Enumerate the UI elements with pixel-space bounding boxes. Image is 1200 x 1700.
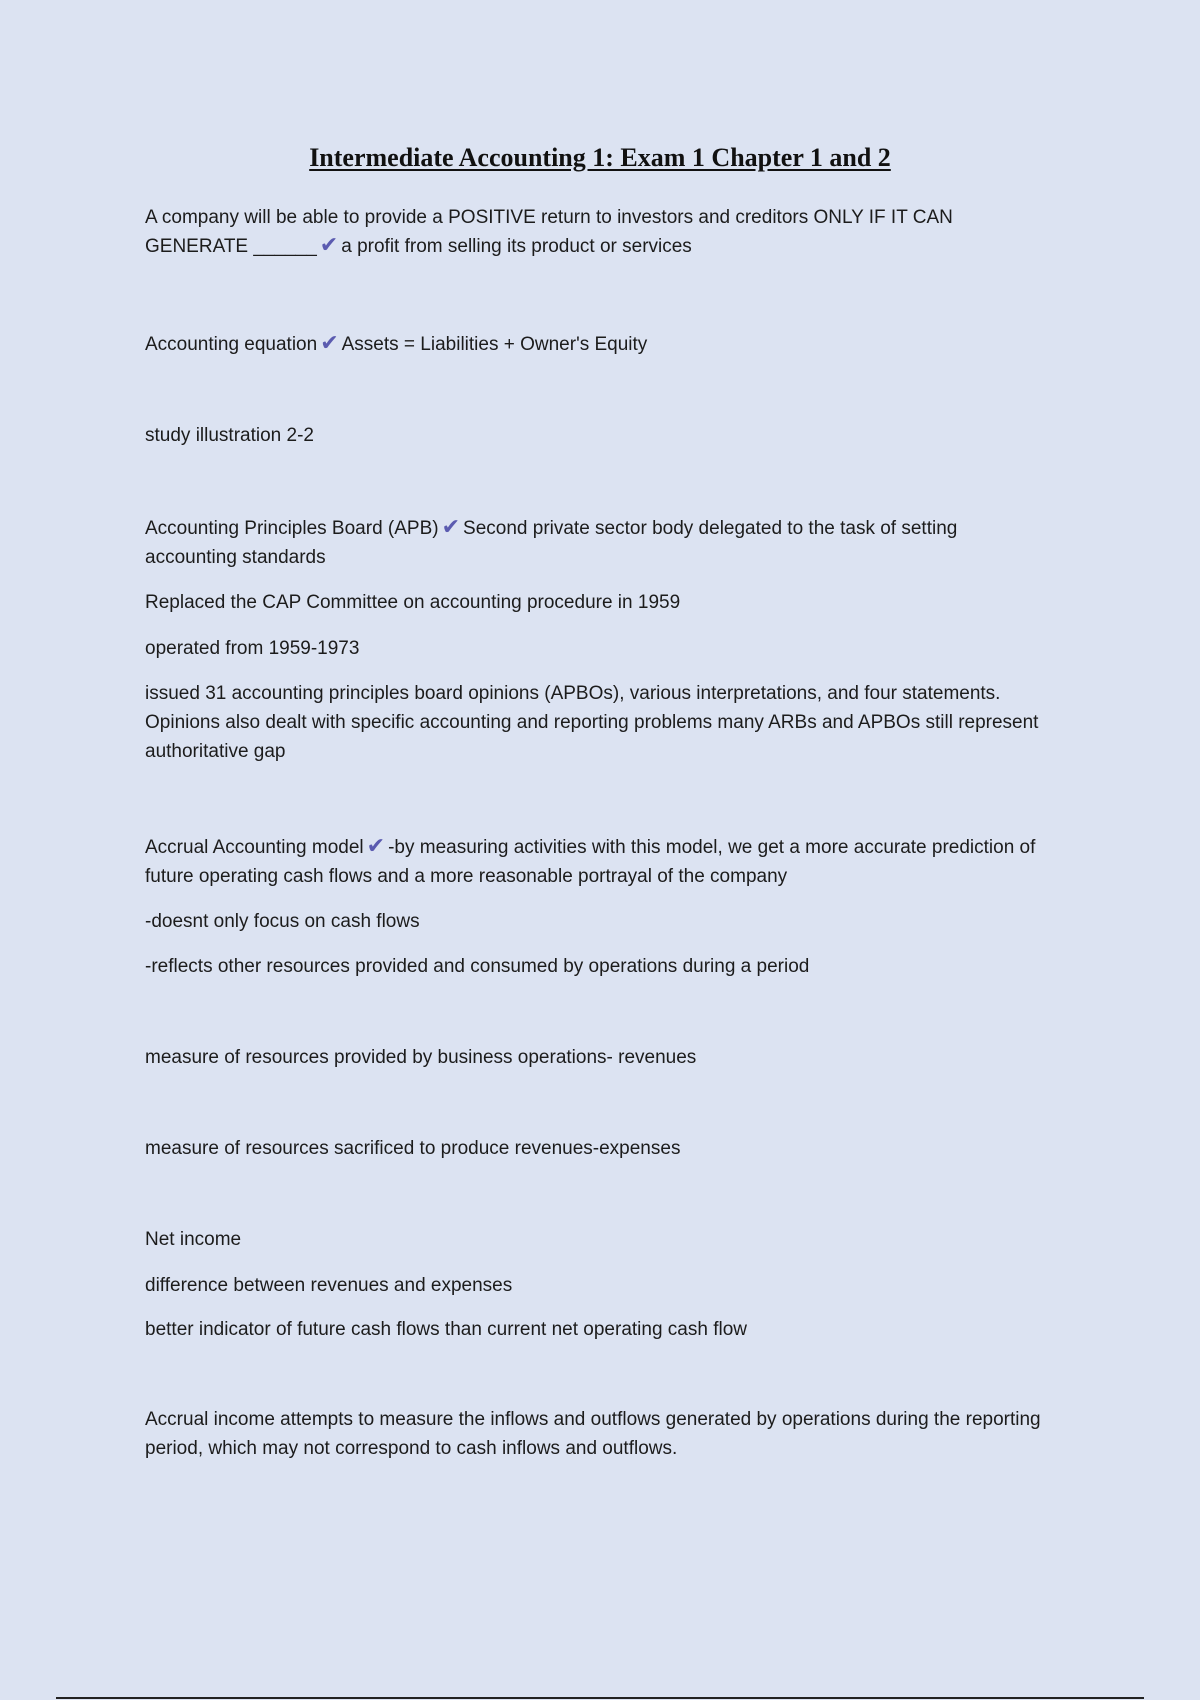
answer: Assets = Liabilities + Owner's Equity xyxy=(341,334,648,355)
note-study-illustration: study illustration 2-2 xyxy=(145,425,314,446)
note-apb-issued: issued 31 accounting principles board opinions (APBOs), various interpretations, and four statements. Opinions also dealt with specific accounting and reporting problems many ARBs and APBOs still represent authoritative gap xyxy=(145,683,1039,762)
flashcard-apb xyxy=(145,514,1045,572)
flashcard-positive-return xyxy=(145,203,1045,261)
page-title: Intermediate Accounting 1: Exam 1 Chapter 1 and 2 xyxy=(309,143,891,172)
checkmark-icon: ✔ xyxy=(319,232,339,257)
term: Accounting Principles Board (APB) xyxy=(145,518,439,539)
note-apb-replaced: Replaced the CAP Committee on accounting procedure in 1959 xyxy=(145,592,681,613)
term: Accrual Accounting model xyxy=(145,837,364,858)
term: A company will be able to provide a POSITIVE return to investors and creditors ONLY IF IT CAN GENERATE ______ xyxy=(145,207,953,257)
note-difference: difference between revenues and expenses xyxy=(145,1275,513,1296)
answer: a profit from selling its product or services xyxy=(341,236,692,257)
term: Accounting equation xyxy=(145,334,318,355)
flashcard-accounting-equation xyxy=(145,330,1045,359)
note-expenses: measure of resources sacrificed to produce revenues-expenses xyxy=(145,1138,681,1159)
note-cash-flows: -doesnt only focus on cash flows xyxy=(145,911,420,932)
checkmark-icon: ✔ xyxy=(320,330,339,355)
note-other-resources: -reflects other resources provided and consumed by operations during a period xyxy=(145,956,810,977)
note-accrual-income: Accrual income attempts to measure the inflows and outflows generated by operations during the reporting period, which may not correspond to cash inflows and outflows. xyxy=(145,1409,1041,1459)
note-better-indicator: better indicator of future cash flows than current net operating cash flow xyxy=(145,1319,747,1340)
answer: Second private sector body delegated to the task of setting accounting standards xyxy=(145,518,958,568)
note-revenues: measure of resources provided by business operations- revenues xyxy=(145,1047,697,1068)
note-apb-operated: operated from 1959-1973 xyxy=(145,638,360,659)
answer: -by measuring activities with this model, we get a more accurate prediction of future operating cash flows and a more reasonable portrayal of the company xyxy=(145,837,1036,887)
flashcard-accrual-model xyxy=(145,833,1045,891)
checkmark-icon: ✔ xyxy=(441,514,461,539)
note-net-income: Net income xyxy=(145,1229,242,1250)
bottom-divider xyxy=(56,1697,1144,1699)
checkmark-icon: ✔ xyxy=(366,833,386,858)
